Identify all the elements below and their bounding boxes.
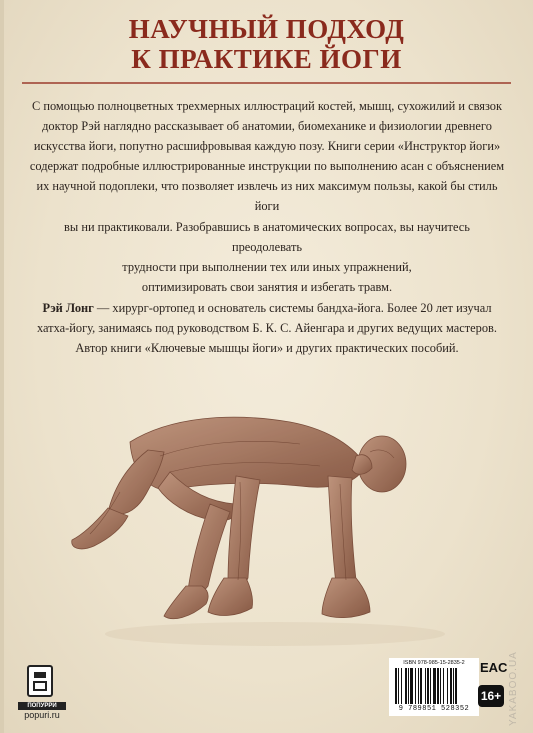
- barcode-bars: [395, 668, 475, 704]
- description-line: трудности при выполнении тех или иных упражнений,: [122, 259, 412, 274]
- description-line: оптимизировать свои занятия и избегать травм.: [141, 279, 393, 294]
- eac-mark: EAC: [480, 660, 508, 675]
- age-rating-badge: 16+: [478, 685, 504, 707]
- barcode-stripe: [395, 668, 397, 704]
- publisher-logo-name: ПОПУРРИ: [18, 702, 66, 710]
- barcode-stripe: [433, 668, 436, 704]
- description-line: содержат подробные иллюстрированные инструкции по выполнению асан с объяснением: [29, 159, 505, 174]
- barcode: [389, 658, 479, 716]
- barcode-number: 9 789851 528352: [398, 705, 470, 713]
- barcode-stripe: [398, 668, 399, 704]
- barcode-stripe: [437, 668, 439, 704]
- publisher-site: popuri.ru: [24, 710, 60, 720]
- barcode-stripe: [415, 668, 416, 704]
- author-bio-text: — хирург-ортопед и основатель системы бандха-йога. Более 20 лет изучал: [93, 301, 492, 315]
- author-bio-line: [28, 298, 506, 318]
- author-bio: [28, 298, 506, 358]
- description-line: искусства йоги, попутно расшифровывая каждую позу. Книги серии «Инструктор йоги»: [33, 139, 501, 154]
- barcode-stripe: [440, 668, 441, 704]
- barcode-stripe: [430, 668, 431, 704]
- description-line: доктор Рэй наглядно рассказывает об анатомии, биомеханике и физиологии древнего: [42, 119, 492, 134]
- author-bio-line: Автор книги «Ключевые мышцы йоги» и других практических пособий.: [75, 341, 459, 356]
- isbn-label: ISBN 978-985-15-2835-2: [403, 660, 465, 666]
- publisher-logo-icon: [22, 664, 60, 700]
- watermark: YAKABOO.UA: [508, 651, 519, 726]
- barcode-stripe: [447, 668, 448, 704]
- barcode-stripe: [420, 668, 422, 704]
- barcode-stripe: [408, 668, 409, 704]
- barcode-stripe: [453, 668, 454, 704]
- description-line: С помощью полноцветных трехмерных иллюстраций костей, мышц, сухожилий и связок: [31, 99, 503, 113]
- barcode-stripe: [450, 668, 452, 704]
- title-line-1: НАУЧНЫЙ ПОДХОД: [128, 14, 405, 44]
- anatomical-yoga-figure: [60, 372, 490, 662]
- title-divider: [22, 82, 511, 84]
- title-line-2: К ПРАКТИКЕ ЙОГИ: [131, 44, 402, 74]
- barcode-stripe: [405, 668, 407, 704]
- barcode-stripe: [418, 668, 419, 704]
- barcode-stripe: [455, 668, 457, 704]
- barcode-stripe: [443, 668, 444, 704]
- barcode-stripe: [427, 668, 429, 704]
- barcode-stripe: [410, 668, 413, 704]
- barcode-stripe: [401, 668, 402, 704]
- description-line: вы ни практиковали. Разобравшись в анатомических вопросах, вы научитесь преодолевать: [64, 219, 470, 254]
- author-name: Рэй Лонг: [42, 301, 94, 315]
- description-line: их научной подоплеки, что позволяет извлечь из них максимум пользы, какой бы стиль йоги: [36, 179, 498, 214]
- author-bio-line: хатха-йогу, занимаясь под руководством Б. К. С. Айенгара и других ведущих мастеров.: [36, 321, 498, 336]
- cover-title: [0, 14, 533, 74]
- cover-edge: [0, 0, 4, 733]
- barcode-stripe: [425, 668, 426, 704]
- book-description: [28, 96, 506, 297]
